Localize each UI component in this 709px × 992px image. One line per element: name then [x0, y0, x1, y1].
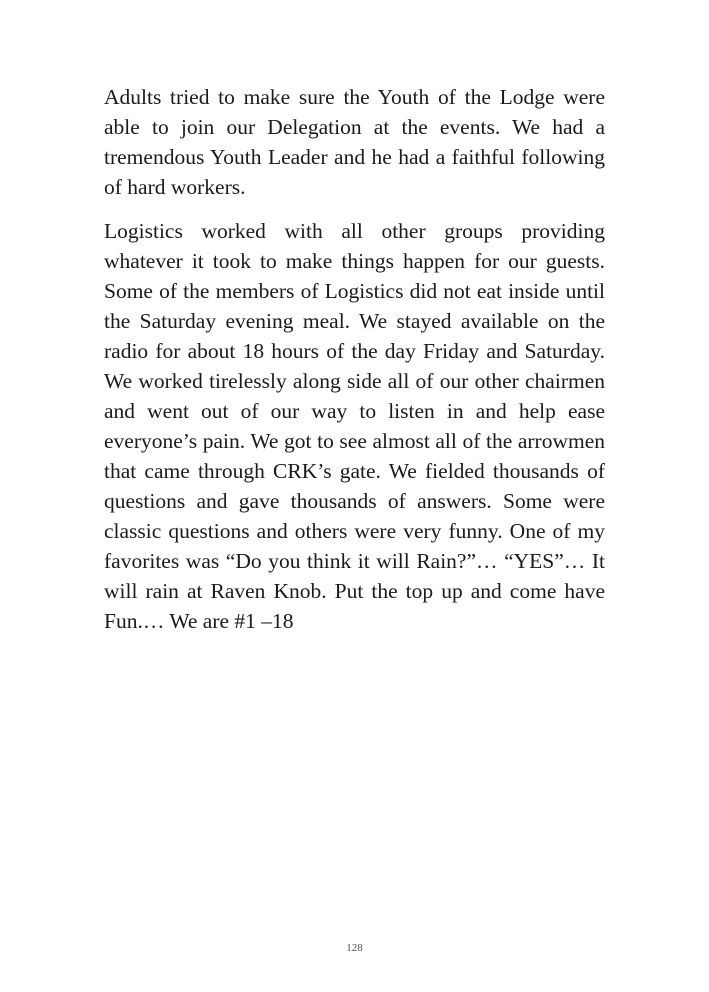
paragraph-youth: Adults tried to make sure the Youth of the Lodge were able to join our Delegation at the events. We had a tremendous Youth Leader and he had a faithful following of hard workers. [104, 85, 605, 199]
page-number: 128 [346, 942, 363, 954]
body-text [104, 82, 605, 650]
paragraph-logistics: Logistics worked with all other groups providing whatever it took to make things happen for our guests. Some of the members of Logistics did not eat inside until the Saturday evening meal. We stayed available on the radio for about 18 hours of the day Friday and Saturday. We worked tirelessly along side all of our other chairmen and went out of our way to listen in and help ease everyone’s pain. We got to see almost all of the arrowmen that came through CRK’s gate. We fielded thousands of questions and gave thousands of answers. Some were classic questions and others were very funny. One of my favorites was “Do you think it will Rain?”… “YES”… It will rain at Raven Knob. Put the top up and come have Fun.… We are #1 –18 [104, 219, 605, 633]
